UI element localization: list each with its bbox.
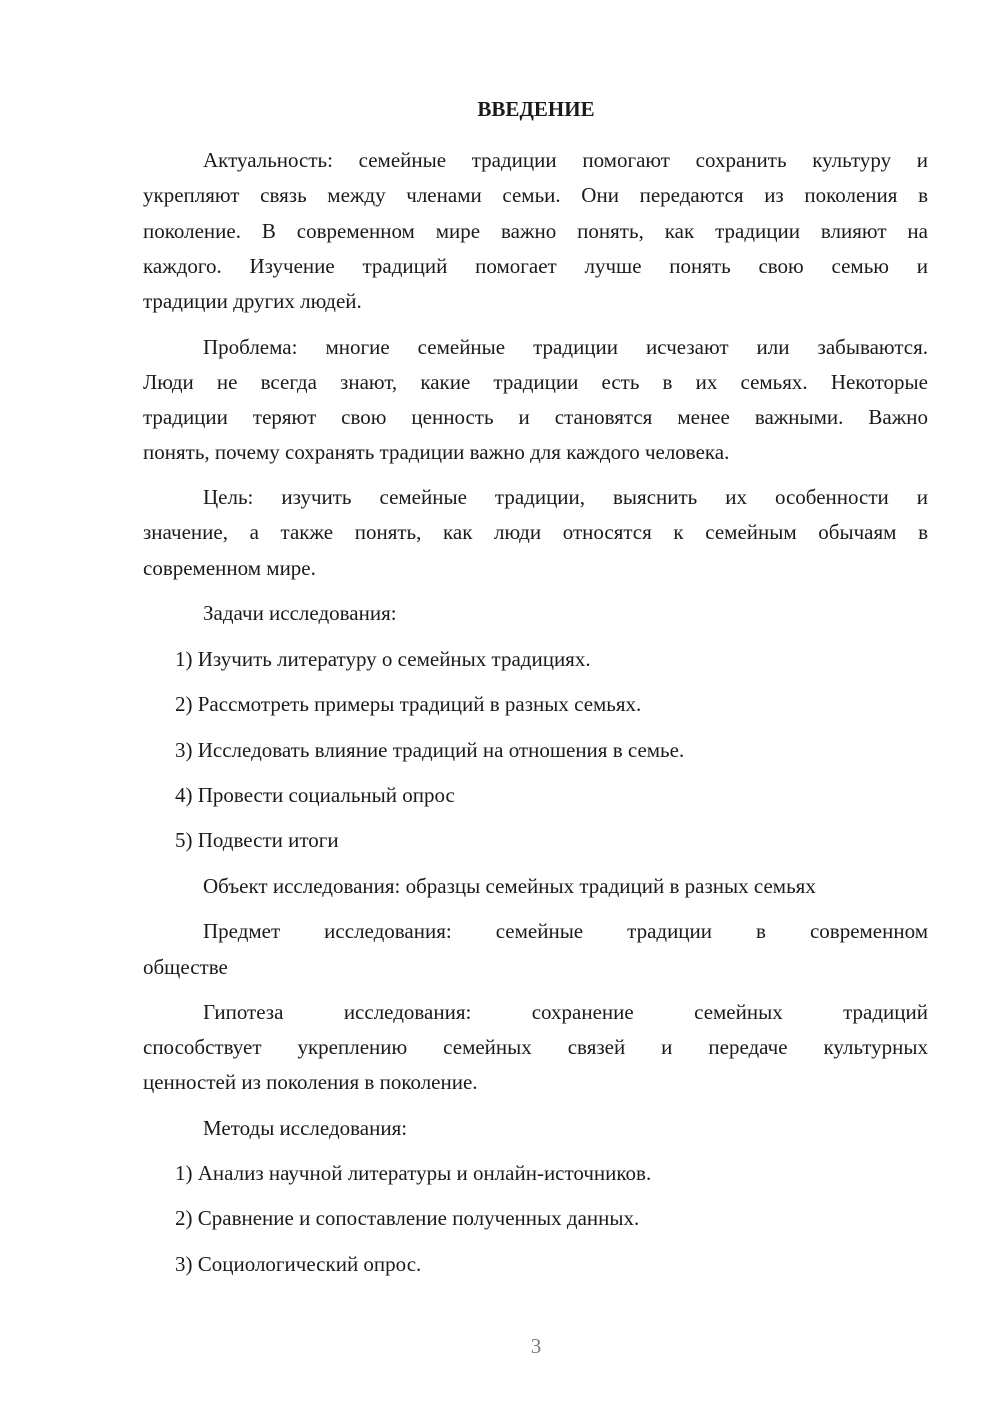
methods-heading: Методы исследования:	[203, 1116, 408, 1140]
task-item: 3) Исследовать влияние традиций на отношения в семье.	[175, 738, 685, 762]
paragraph-line: Люди не всегда знают, какие традиции есть в их семьях. Некоторые	[143, 370, 928, 394]
method-item: 1) Анализ научной литературы и онлайн-источников.	[175, 1161, 652, 1185]
paragraph-line: способствует укреплению семейных связей и передаче культурных	[143, 1035, 928, 1059]
task-item: 4) Провести социальный опрос	[175, 783, 455, 807]
method-item: 2) Сравнение и сопоставление полученных данных.	[175, 1206, 640, 1230]
task-item: 2) Рассмотреть примеры традиций в разных семьях.	[175, 692, 642, 716]
paragraph-line: ценностей из поколения в поколение.	[143, 1070, 478, 1094]
paragraph-line: Объект исследования: образцы семейных традиций в разных семьях	[203, 874, 816, 898]
method-item: 3) Социологический опрос.	[175, 1252, 422, 1276]
task-item: 5) Подвести итоги	[175, 828, 339, 852]
paragraph-line: укрепляют связь между членами семьи. Они передаются из поколения в	[143, 183, 928, 207]
tasks-heading: Задачи исследования:	[203, 601, 397, 625]
paragraph-line: каждого. Изучение традиций помогает лучше понять свою семью и	[143, 254, 928, 278]
paragraph-line: Цель: изучить семейные традиции, выяснить их особенности и	[203, 485, 928, 509]
page-number: 3	[530, 1334, 542, 1358]
section-title: ВВЕДЕНИЕ	[477, 97, 595, 121]
task-item: 1) Изучить литературу о семейных традициях.	[175, 647, 591, 671]
paragraph-line: Предмет исследования: семейные традиции в современном	[203, 919, 928, 943]
paragraph-line: традиции других людей.	[143, 289, 362, 313]
paragraph-line: Гипотеза исследования: сохранение семейных традиций	[203, 1000, 928, 1024]
paragraph-line: традиции теряют свою ценность и становятся менее важными. Важно	[143, 405, 928, 429]
paragraph-line: Актуальность: семейные традиции помогают сохранить культуру и	[203, 148, 928, 172]
paragraph-line: современном мире.	[143, 556, 316, 580]
paragraph-line: поколение. В современном мире важно понять, как традиции влияют на	[143, 219, 928, 243]
paragraph-line: обществе	[143, 955, 228, 979]
paragraph-line: Проблема: многие семейные традиции исчезают или забываются.	[203, 335, 928, 359]
paragraph-line: значение, а также понять, как люди относятся к семейным обычаям в	[143, 520, 928, 544]
paragraph-line: понять, почему сохранять традиции важно для каждого человека.	[143, 440, 730, 464]
